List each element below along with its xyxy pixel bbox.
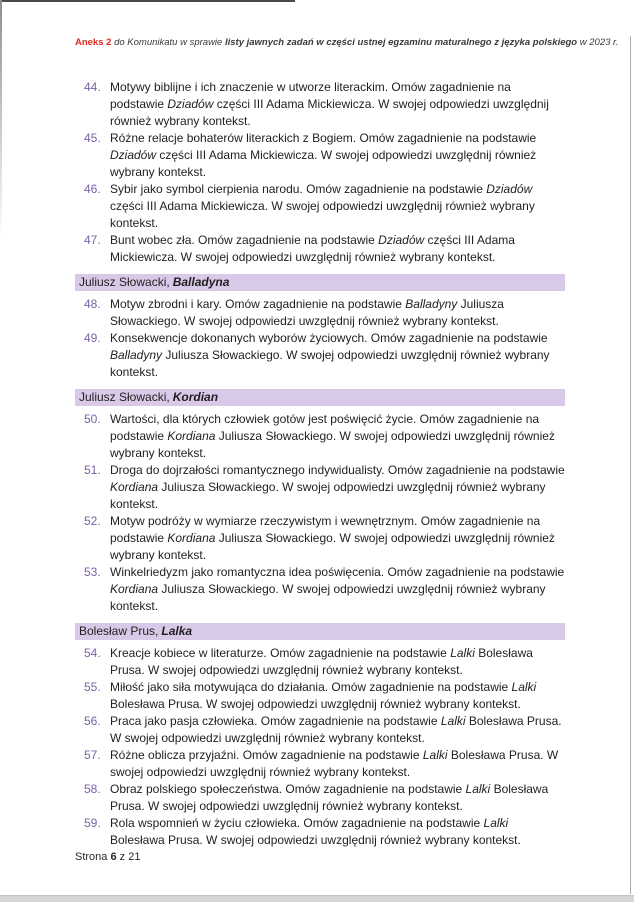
task-text: Obraz polskiego społeczeństwa. Omów zagadnienie na podstawie Lalki Bolesława Prusa. W swojej odpowiedzi uwzględnij również wybrany kontekst. <box>110 782 549 813</box>
task-number: 55. <box>84 680 101 694</box>
scan-artifact-top-edge <box>0 0 295 2</box>
task-text: Motyw zbrodni i kary. Omów zagadnienie na podstawie Balladyny Juliusza Słowackiego. W swojej odpowiedzi uwzględnij również wybrany kontekst. <box>110 297 504 328</box>
section-heading <box>75 389 565 406</box>
task-text: Praca jako pasja człowieka. Omów zagadnienie na podstawie Lalki Bolesława Prusa. W swojej odpowiedzi uwzględnij również wybrany kontekst. <box>110 714 562 745</box>
annex-label: Aneks 2 <box>75 37 112 48</box>
task-item <box>75 564 565 615</box>
task-number: 59. <box>84 816 101 830</box>
task-text: Konsekwencje dokonanych wyborów życiowych. Omów zagadnienie na podstawie Balladyny Juliusza Słowackiego. W swojej odpowiedzi uwzględnij również wybrany kontekst. <box>110 331 550 379</box>
task-number: 47. <box>84 233 101 247</box>
task-number: 57. <box>84 748 101 762</box>
section-author: Juliusz Słowacki, <box>79 275 170 289</box>
section-author: Bolesław Prus, <box>79 624 159 638</box>
task-item <box>75 679 565 713</box>
section-heading <box>75 623 565 640</box>
task-item <box>75 513 565 564</box>
task-item <box>75 411 565 462</box>
page-of-label: z <box>119 851 126 863</box>
task-text: Winkelriedyzm jako romantyczna idea poświęcenia. Omów zagadnienie na podstawie Kordiana Juliusza Słowackiego. W swojej odpowiedzi uwzględnij również wybrany kontekst. <box>110 565 565 613</box>
task-number: 53. <box>84 565 101 579</box>
section-work-title: Kordian <box>172 390 219 404</box>
task-item <box>75 747 565 781</box>
task-number: 44. <box>84 80 101 94</box>
task-item <box>75 130 565 181</box>
task-text: Motywy biblijne i ich znaczenie w utworze literackim. Omów zagadnienie na podstawie Dziadów części III Adama Mickiewicza. W swojej odpowiedzi uwzględnij również wybrany kontekst. <box>110 80 549 128</box>
section-work-title: Balladyna <box>172 275 230 289</box>
task-item <box>75 330 565 381</box>
task-item <box>75 232 565 266</box>
task-number: 48. <box>84 297 101 311</box>
task-number: 45. <box>84 131 101 145</box>
task-text: Wartości, dla których człowiek gotów jest poświęcić życie. Omów zagadnienie na podstawie Kordiana Juliusza Słowackiego. W swojej odpowiedzi uwzględnij również wybrany kontekst. <box>110 412 555 460</box>
task-item <box>75 713 565 747</box>
task-number: 58. <box>84 782 101 796</box>
header-subject: listy jawnych zadań w części ustnej egzaminu maturalnego z języka polskiego <box>224 37 578 48</box>
document-header <box>75 37 619 49</box>
page-total: 21 <box>128 851 141 863</box>
task-number: 49. <box>84 331 101 345</box>
section-heading <box>75 274 565 291</box>
header-suffix: w 2023 r. <box>577 37 619 48</box>
task-text: Kreacje kobiece w literaturze. Omów zagadnienie na podstawie Lalki Bolesława Prusa. W swojej odpowiedzi uwzględnij również wybrany kontekst. <box>110 646 533 677</box>
scan-artifact-left-edge <box>0 0 2 240</box>
header-prefix: do Komunikatu w sprawie <box>111 37 225 48</box>
page-footer <box>75 851 140 863</box>
task-item <box>75 181 565 232</box>
task-text: Bunt wobec zła. Omów zagadnienie na podstawie Dziadów części III Adama Mickiewicza. W swojej odpowiedzi uwzględnij również wybrany kontekst. <box>110 233 515 264</box>
section-work-title: Lalka <box>161 624 193 638</box>
task-number: 51. <box>84 463 101 477</box>
task-number: 46. <box>84 182 101 196</box>
task-number: 50. <box>84 412 101 426</box>
task-text: Droga do dojrzałości romantycznego indywidualisty. Omów zagadnienie na podstawie Kordiana Juliusza Słowackiego. W swojej odpowiedzi uwzględnij również wybrany kontekst. <box>110 463 565 511</box>
task-text: Różne oblicza przyjaźni. Omów zagadnienie na podstawie Lalki Bolesława Prusa. W swojej odpowiedzi uwzględnij również wybrany kontekst. <box>110 748 559 779</box>
task-item <box>75 815 565 849</box>
task-item <box>75 645 565 679</box>
task-number: 52. <box>84 514 101 528</box>
task-number: 54. <box>84 646 101 660</box>
page-edge-bottom-strip <box>0 895 634 902</box>
task-list <box>75 79 565 849</box>
task-item <box>75 296 565 330</box>
task-text: Motyw podróży w wymiarze rzeczywistym i wewnętrznym. Omów zagadnienie na podstawie Kordiana Juliusza Słowackiego. W swojej odpowiedzi uwzględnij również wybrany kontekst. <box>110 514 555 562</box>
task-text: Miłość jako siła motywująca do działania. Omów zagadnienie na podstawie Lalki Bolesława Prusa. W swojej odpowiedzi uwzględnij również wybrany kontekst. <box>110 680 537 711</box>
task-text: Rola wspomnień w życiu człowieka. Omów zagadnienie na podstawie Lalki Bolesława Prusa. W swojej odpowiedzi uwzględnij również wybrany kontekst. <box>110 816 521 847</box>
task-item <box>75 781 565 815</box>
page-number: 6 <box>110 851 117 863</box>
task-item <box>75 79 565 130</box>
task-number: 56. <box>84 714 101 728</box>
task-item <box>75 462 565 513</box>
task-text: Sybir jako symbol cierpienia narodu. Omów zagadnienie na podstawie Dziadów części III Adama Mickiewicza. W swojej odpowiedzi uwzględnij również wybrany kontekst. <box>110 182 535 230</box>
page-edge-right-line <box>630 36 632 894</box>
task-text: Różne relacje bohaterów literackich z Bogiem. Omów zagadnienie na podstawie Dziadów części III Adama Mickiewicza. W swojej odpowiedzi uwzględnij również wybrany kontekst. <box>110 131 537 179</box>
page-label: Strona <box>75 851 108 863</box>
section-author: Juliusz Słowacki, <box>79 390 170 404</box>
